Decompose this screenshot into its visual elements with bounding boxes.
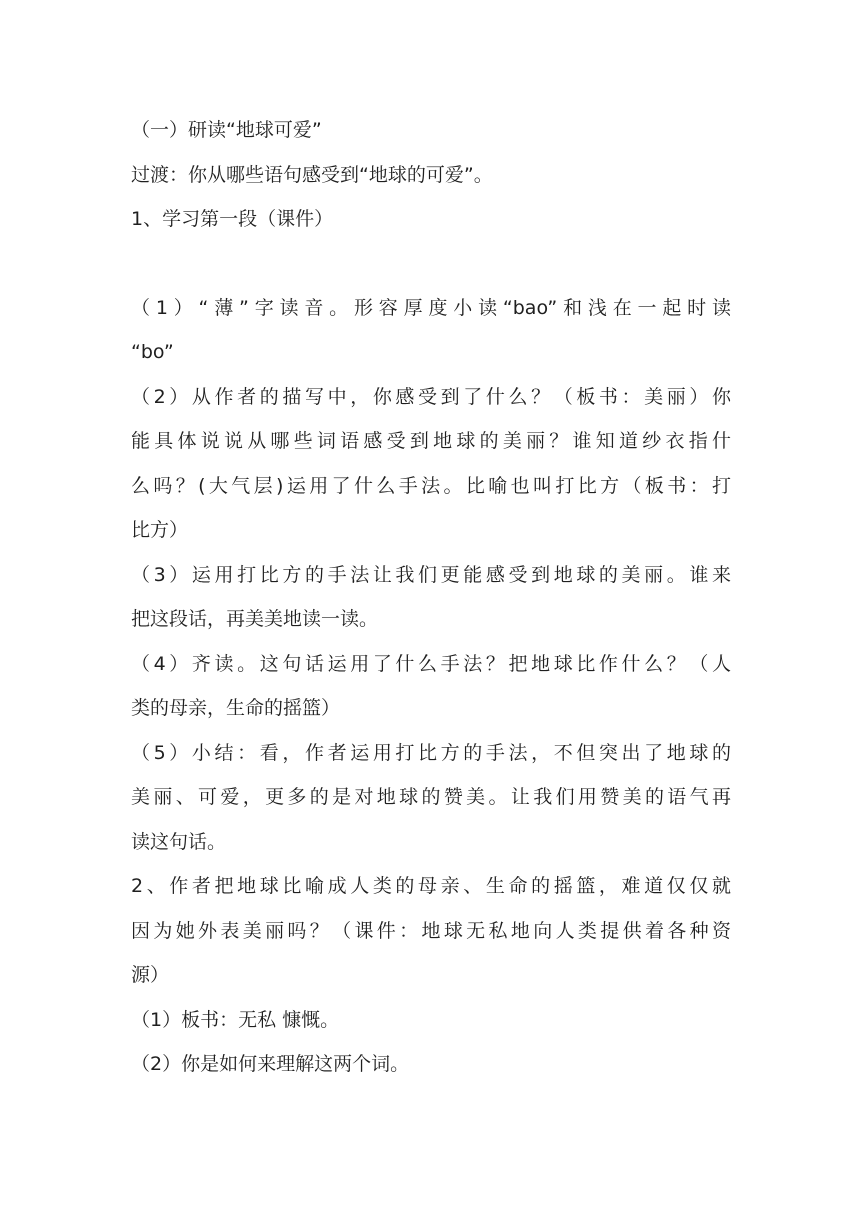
paragraph-4-line-2: 类的母亲，生命的摇篮）: [131, 697, 341, 719]
paragraph-5-line-3: 读这句话。: [131, 830, 227, 853]
blank-gap: [131, 242, 731, 286]
item2-sub1: （1）板书：无私 慷慨。: [131, 1008, 340, 1031]
paragraph-3-line-1: （3）运用打比方的手法让我们更能感受到地球的美丽。谁来: [131, 563, 731, 586]
transition-line: 过渡：你从哪些语句感受到“地球的可爱”。: [131, 163, 493, 186]
paragraph-4-line-1: （4）齐读。这句话运用了什么手法？把地球比作什么？（人: [131, 652, 731, 675]
document-page: [131, 108, 731, 1087]
section-heading: （一）研读“地球可爱”: [131, 119, 322, 141]
paragraph-2: [131, 375, 731, 553]
paragraph-1-line-1: （1）“薄”字读音。形容厚度小读“bao”和浅在一起时读: [131, 296, 731, 319]
paragraph-3-line-2: 把这段话，再美美地读一读。: [131, 608, 379, 630]
item2-paragraph: [131, 864, 731, 998]
item1-heading: 1、学习第一段（课件）: [131, 208, 334, 230]
paragraph-1-line-2: “bo”: [131, 341, 174, 363]
paragraph-2-line-1: （2）从作者的描写中，你感受到了什么？（板书：美丽）你: [131, 385, 731, 408]
paragraph-4: [131, 642, 731, 731]
item2-line-1: 2、作者把地球比喻成人类的母亲、生命的摇篮，难道仅仅就: [131, 875, 731, 897]
paragraph-5-line-1: （5）小结：看，作者运用打比方的手法，不但突出了地球的: [131, 741, 731, 764]
paragraph-2-line-2: 能具体说说从哪些词语感受到地球的美丽？谁知道纱衣指什: [131, 430, 731, 452]
item2-line-3: 源）: [131, 964, 170, 986]
item2-line-2: 因为她外表美丽吗？（课件：地球无私地向人类提供着各种资: [131, 919, 731, 942]
paragraph-3: [131, 553, 731, 642]
paragraph-2-line-4: 比方）: [131, 519, 189, 541]
paragraph-2-line-3: 么吗？(大气层)运用了什么手法。比喻也叫打比方（板书：打: [131, 474, 731, 497]
paragraph-1: [131, 286, 731, 375]
item2-sub2: （2）你是如何来理解这两个词。: [131, 1053, 410, 1075]
paragraph-5-line-2: 美丽、可爱，更多的是对地球的赞美。让我们用赞美的语气再: [131, 786, 731, 808]
paragraph-5: [131, 731, 731, 865]
